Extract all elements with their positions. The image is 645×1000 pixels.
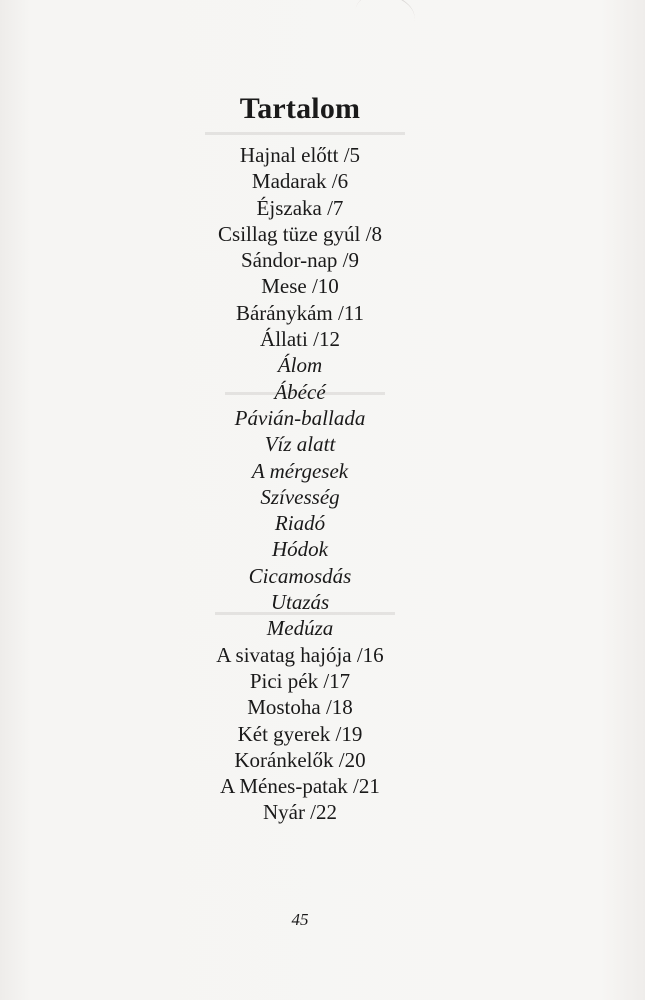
toc-entry: Ábécé [274,379,326,404]
toc-entry: Éjszaka /7 [256,195,344,220]
toc-entry: Pici pék /17 [249,668,351,693]
toc-entry: Állati /12 [260,327,340,352]
toc-entry: A sivatag hajója /16 [216,642,384,667]
page-title: Tartalom [239,92,361,125]
toc-entry: Medúza [266,616,334,641]
toc-entry: Álom [277,353,323,378]
toc-entry: Cicamosdás [248,563,352,588]
toc-entry: Nyár /22 [262,800,338,825]
toc-entry: Mese /10 [261,274,339,299]
toc-entry: Hajnal előtt /5 [239,143,361,167]
page-number: 45 [291,910,309,929]
toc-entry: Víz alatt [264,432,336,457]
toc-entry: A mérgesek [251,458,349,483]
toc-entry: Utazás [270,590,330,615]
toc-entry: Madarak /6 [251,169,349,194]
toc-entry: Két gyerek /19 [237,721,363,746]
toc-entry: Koránkelők /20 [234,747,366,772]
toc-entry: Pávián-ballada [234,405,366,430]
page-corner-mark [351,0,418,41]
toc-entry: Mostoha /18 [247,695,353,720]
toc-entry: Szívesség [260,484,340,509]
toc-entry: Sándor-nap /9 [241,248,359,273]
toc-entry: A Ménes-patak /21 [220,774,380,799]
toc-entry: Riadó [274,511,326,536]
table-of-contents [0,92,600,826]
toc-entry: Báránykám /11 [235,300,365,325]
toc-entry: Csillag tüze gyúl /8 [218,221,382,246]
toc-entry: Hódok [272,537,328,562]
toc-entry-list [0,142,600,826]
